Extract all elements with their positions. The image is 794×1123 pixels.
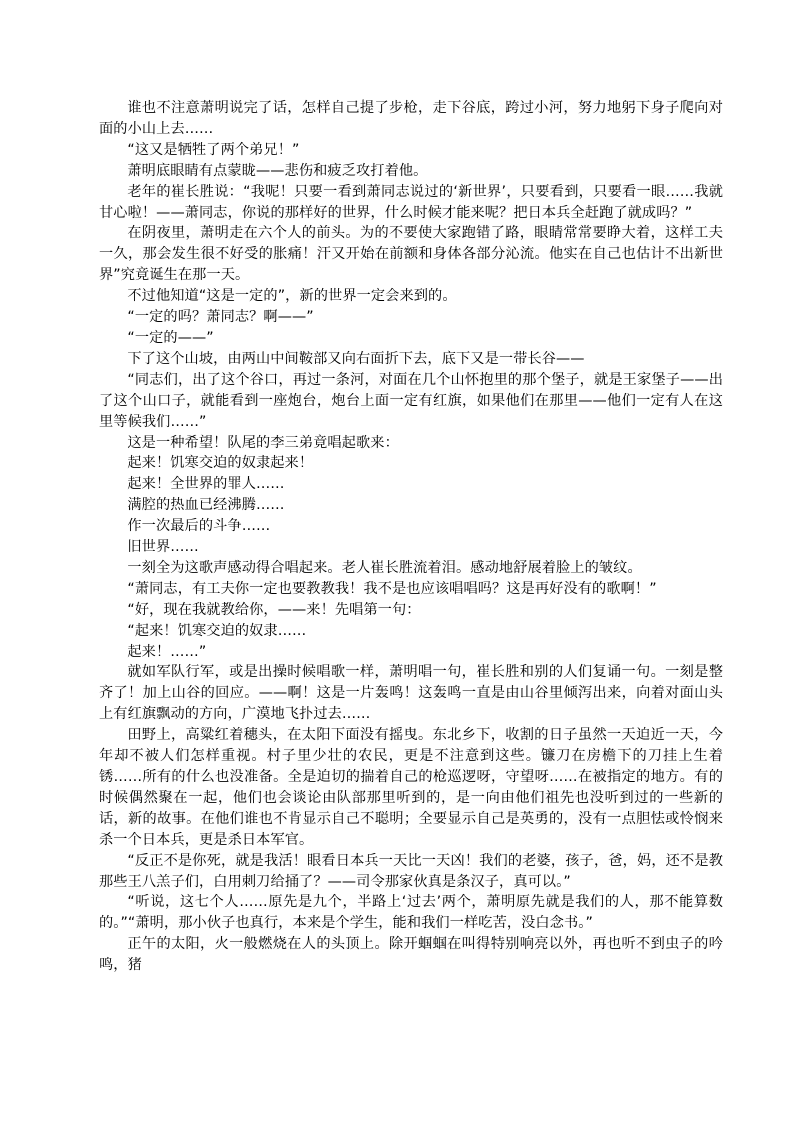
- paragraph: “这又是牺牲了两个弟兄！”: [127, 141, 300, 158]
- document-body: [99, 98, 723, 976]
- song-line: 旧世界……: [127, 539, 199, 556]
- paragraph: “起来！饥寒交迫的奴隶……: [127, 622, 307, 639]
- song-line: 满腔的热血已经沸腾……: [127, 497, 285, 514]
- paragraph: 在阴夜里，萧明走在六个人的前头。为的不要使大家跑错了路，眼睛常常要睁大着，这样工夫一久，那会发生很不好受的胀痛！汗又开始在前额和身体各部分沁流。他实在自己也估计不出新世界”究竟诞生在那一天。: [99, 225, 723, 284]
- song-line: 起来！全世界的罪人……: [127, 476, 285, 493]
- paragraph: “萧同志，有工夫你一定也要教教我！我不是也应该唱唱吗？这是再好没有的歌啊！”: [127, 580, 657, 597]
- paragraph: 不过他知道“这是一定的”，新的世界一定会来到的。: [127, 288, 457, 305]
- paragraph: 就如军队行军，或是出操时候唱歌一样，萧明唱一句，崔长胜和别的人们复诵一句。一刻是整齐了！加上山谷的回应。——啊！这是一片轰鸣！这轰鸣一直是由山谷里倾泻出来，向着对面山头上有红旗飘动的方向，广漠地飞扑过去……: [99, 664, 723, 723]
- paragraph: “反正不是你死，就是我活！眼看日本兵一天比一天凶！我们的老婆，孩子，爸，妈，还不是教那些王八羔子们，白用刺刀给捅了？——司令那家伙真是条汉子，真可以。”: [99, 852, 723, 890]
- paragraph: “听说，这七个人……原先是九个，半路上‘过去’两个，萧明原先就是我们的人，那不能算数的。”“萧明，那小伙子也真行，本来是个学生，能和我们一样吃苦，没白念书。”: [99, 894, 723, 932]
- paragraph: 谁也不注意萧明说完了话，怎样自己提了步枪，走下谷底，跨过小河，努力地躬下身子爬向对面的小山上去……: [99, 100, 723, 137]
- paragraph: 田野上，高粱红着穗头，在太阳下面没有摇曳。东北乡下，收割的日子虽然一天迫近一天，今年却不被人们怎样重视。村子里少壮的农民，更是不注意到这些。镰刀在房檐下的刀挂上生着锈……所有的什么也没准备。全是迫切的揣着自己的枪巡逻呀，守望呀……在被指定的地方。有的时候偶然聚在一起，他们也会谈论由队部那里听到的，是一向由他们祖先也没听到过的一些新的话，新的故事。在他们谁也不肯显示自己不聪明；全要显示自己是英勇的，没有一点胆怯或怜悯来杀一个日本兵，更是杀日本军官。: [99, 727, 723, 848]
- paragraph: 一刻全为这歌声感动得合唱起来。老人崔长胜流着泪。感动地舒展着脸上的皱纹。: [127, 559, 642, 576]
- paragraph: 起来！……”: [127, 643, 207, 660]
- paragraph: 萧明底眼睛有点蒙眬——悲伤和疲乏攻打着他。: [127, 162, 428, 179]
- paragraph: “一定的吗？萧同志？啊——”: [127, 309, 314, 326]
- song-line: 起来！饥寒交迫的奴隶起来！: [127, 455, 314, 472]
- paragraph: “同志们，出了这个谷口，再过一条河，对面在几个山怀抱里的那个堡子，就是王家堡子——出了这个山口子，就能看到一座炮台，炮台上面一定有红旗，如果他们在那里——他们一定有人在这里等候我们……”: [99, 371, 723, 430]
- paragraph: 这是一种希望！队尾的李三弟竟唱起歌来：: [127, 434, 399, 451]
- paragraph: “好，现在我就教给你，——来！先唱第一句：: [127, 601, 421, 618]
- paragraph: 正午的太阳，火一般燃烧在人的头顶上。除开蝈蝈在叫得特别响亮以外，再也听不到虫子的吟鸣，猪: [99, 936, 723, 974]
- paragraph: “一定的——”: [127, 329, 214, 346]
- paragraph: 下了这个山坡，由两山中间鞍部又向右面折下去，底下又是一带长谷——: [127, 350, 585, 367]
- paragraph: 老年的崔长胜说：“我呢！只要一看到萧同志说过的‘新世界’，只要看到，只要看一眼……我就甘心啦！——萧同志，你说的那样好的世界，什么时候才能来呢？把日本兵全赶跑了就成吗？”: [99, 183, 723, 221]
- song-line: 作一次最后的斗争……: [127, 518, 271, 535]
